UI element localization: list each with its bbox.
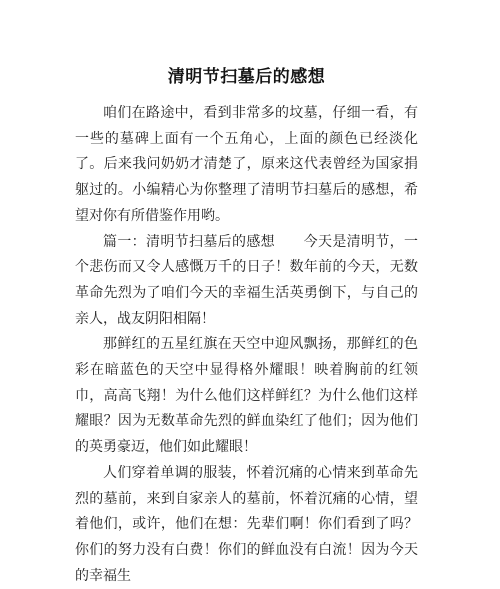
paragraph-intro: 咱们在路途中，看到非常多的坟墓，仔细一看，有一些的墓碑上面有一个五角心，上面的颜色已经淡化了。后来我问奶奶才清楚了，原来这代表曾经为国家捐躯过的。小编精心为你整理了清明节扫墓后的感想，希望对你有所借鉴作用哟。	[75, 105, 418, 224]
paragraph-mourning: 人们穿着单调的服装，怀着沉痛的心情来到革命先烈的墓前，来到自家亲人的墓前，怀着沉痛的心情，望着他们，或许，他们在想：先辈们啊！你们看到了吗？你们的努力没有白费！你们的鲜血没有白流！因为今天的幸福生	[75, 464, 418, 584]
paragraph-part-one: 篇一：清明节扫墓后的感想 今天是清明节，一个悲伤而又令人感慨万千的日子！数年前的今天，无数革命先烈为了咱们今天的幸福生活英勇倒下，与自己的亲人，战友阴阳相隔！	[75, 233, 418, 327]
document-title: 清明节扫墓后的感想	[167, 67, 326, 87]
paragraph-flag: 那鲜红的五星红旗在天空中迎风飘扬，那鲜红的色彩在暗蓝色的天空中显得格外耀眼！映着胸前的红领巾，高高飞翔！为什么他们这样鲜红？为什么他们这样耀眼？因为无数革命先烈的鲜血染红了他们；因为他们的英勇豪迈，他们如此耀眼！	[75, 336, 418, 456]
